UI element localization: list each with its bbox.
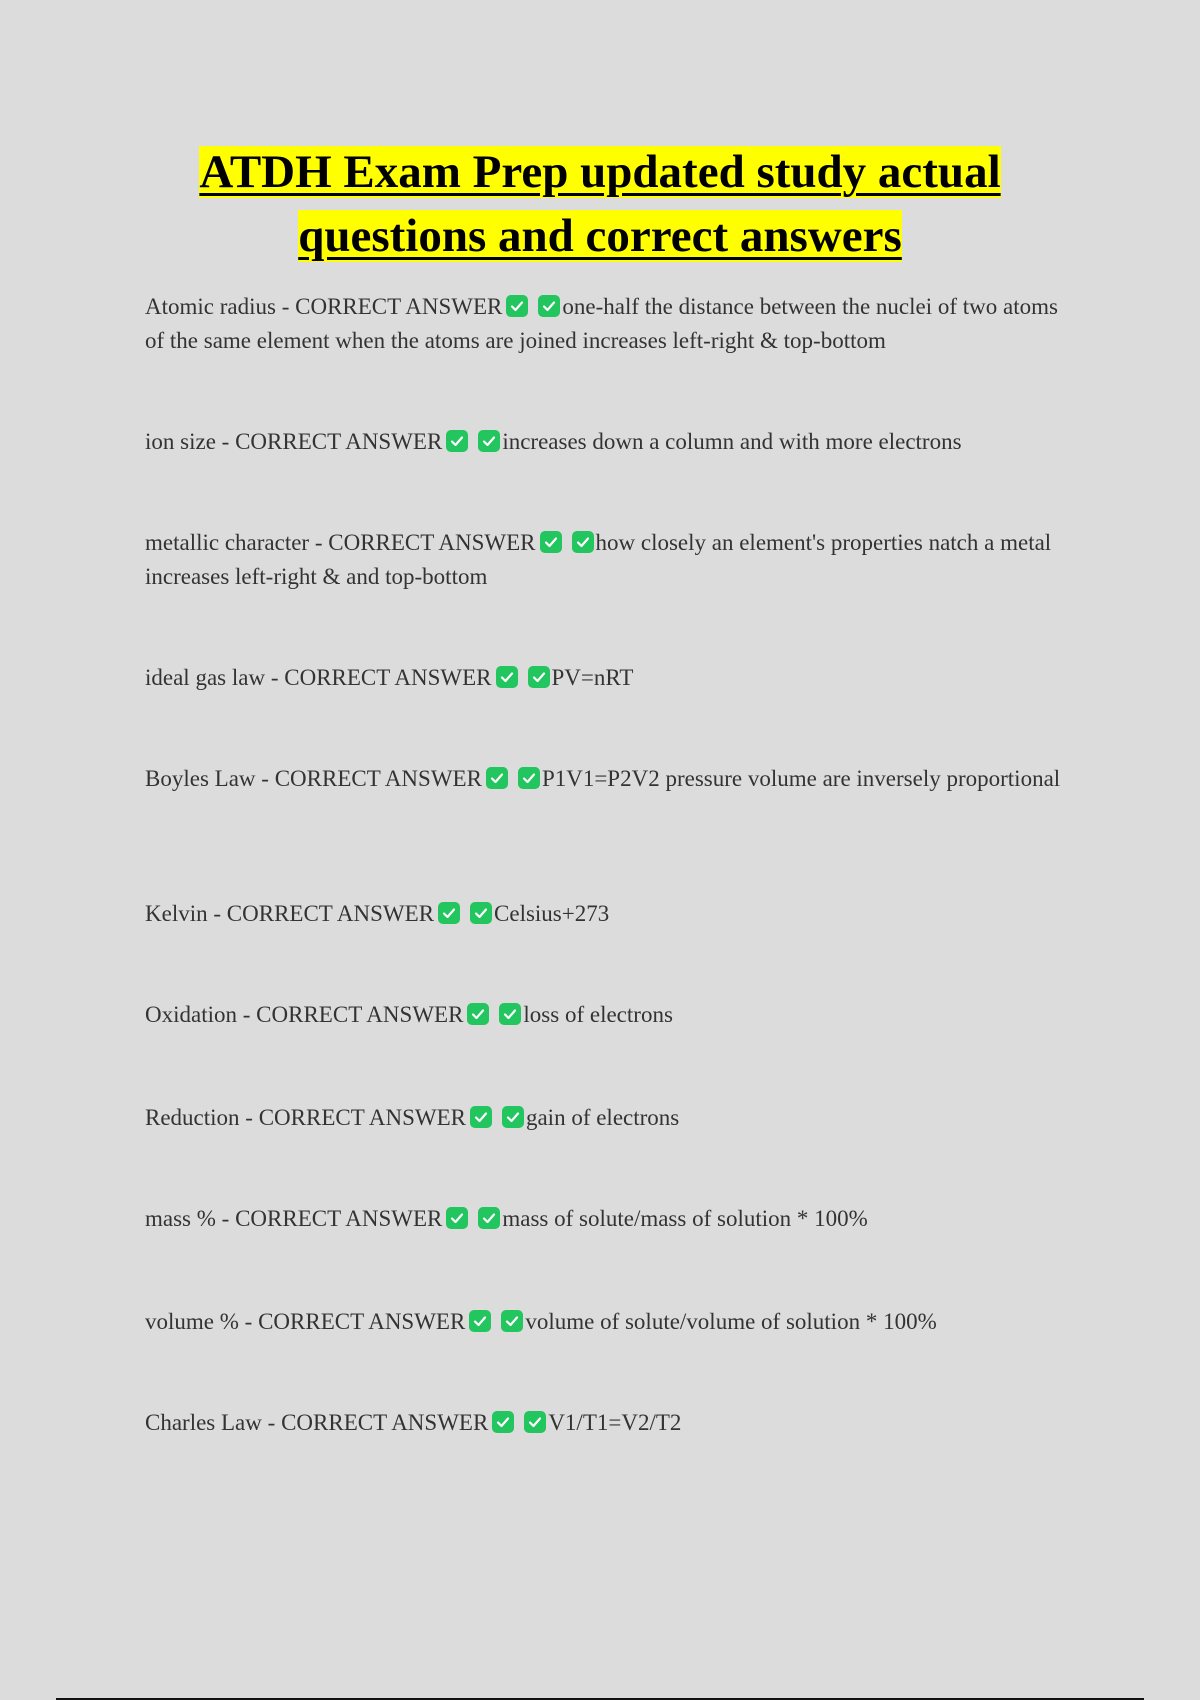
correct-answer-label: CORRECT ANSWER xyxy=(284,665,492,690)
qa-term: ideal gas law xyxy=(145,665,266,690)
check-icon xyxy=(470,1106,492,1128)
qa-term: Atomic radius xyxy=(145,294,276,319)
correct-answer-label: CORRECT ANSWER xyxy=(235,429,443,454)
check-icon xyxy=(518,767,540,789)
check-icon xyxy=(446,430,468,452)
check-icon xyxy=(499,1003,521,1025)
qa-answer: how closely an element's properties natch a metal increases left-right & and top-bottom xyxy=(145,530,1052,589)
qa-term: Kelvin xyxy=(145,901,208,926)
qa-term: mass % xyxy=(145,1206,216,1231)
title-line-1: ATDH Exam Prep updated study actual xyxy=(199,146,1001,198)
qa-separator: - xyxy=(275,294,296,319)
check-icon xyxy=(538,295,560,317)
qa-item xyxy=(145,661,1075,695)
qa-answer: V1/T1=V2/T2 xyxy=(548,1410,682,1435)
qa-term: Reduction xyxy=(145,1105,240,1130)
check-icon xyxy=(486,767,508,789)
qa-answer: volume of solute/volume of solution * 100% xyxy=(525,1309,937,1334)
check-icon xyxy=(478,1207,500,1229)
check-icon xyxy=(501,1310,523,1332)
qa-separator: - xyxy=(215,1206,236,1231)
qa-item xyxy=(145,897,1075,931)
qa-item xyxy=(145,1101,1075,1135)
check-icon xyxy=(438,902,460,924)
qa-term: metallic character xyxy=(145,530,310,555)
check-icon xyxy=(528,666,550,688)
qa-separator: - xyxy=(238,1309,259,1334)
qa-item xyxy=(145,526,1075,594)
qa-answer: Celsius+273 xyxy=(494,901,610,926)
qa-item xyxy=(145,998,1075,1032)
qa-item xyxy=(145,1406,1075,1440)
correct-answer-label: CORRECT ANSWER xyxy=(226,901,435,926)
qa-answer: P1V1=P2V2 pressure volume are inversely proportional xyxy=(541,766,1061,791)
qa-separator: - xyxy=(207,901,227,926)
check-icon xyxy=(540,531,562,553)
correct-answer-label: CORRECT ANSWER xyxy=(235,1206,443,1231)
qa-separator: - xyxy=(265,665,285,690)
qa-term: Boyles Law xyxy=(145,766,256,791)
correct-answer-label: CORRECT ANSWER xyxy=(328,530,536,555)
qa-answer: one-half the distance between the nuclei of two atoms of the same element when the atoms are joined increases left-right & top-bottom xyxy=(145,294,1058,353)
title-line-2: questions and correct answers xyxy=(298,210,902,262)
qa-term: Oxidation xyxy=(145,1002,237,1027)
check-icon xyxy=(492,1411,514,1433)
check-icon xyxy=(469,1310,491,1332)
qa-answer: increases down a column and with more electrons xyxy=(502,429,962,454)
correct-answer-label: CORRECT ANSWER xyxy=(258,1309,466,1334)
check-icon xyxy=(470,902,492,924)
qa-item xyxy=(145,1202,1075,1236)
qa-separator: - xyxy=(261,1410,282,1435)
qa-separator: - xyxy=(237,1002,257,1027)
qa-separator: - xyxy=(215,429,236,454)
document-title xyxy=(0,140,1200,268)
check-icon xyxy=(496,666,518,688)
qa-answer: loss of electrons xyxy=(523,1002,673,1027)
check-icon xyxy=(572,531,594,553)
check-icon xyxy=(506,295,528,317)
correct-answer-label: CORRECT ANSWER xyxy=(281,1410,489,1435)
qa-term: volume % xyxy=(145,1309,239,1334)
correct-answer-label: CORRECT ANSWER xyxy=(256,1002,464,1027)
qa-answer: gain of electrons xyxy=(525,1105,680,1130)
qa-item xyxy=(145,425,1075,459)
check-icon xyxy=(446,1207,468,1229)
qa-separator: - xyxy=(255,766,275,791)
qa-term: ion size xyxy=(145,429,216,454)
check-icon xyxy=(467,1003,489,1025)
check-icon xyxy=(502,1106,524,1128)
correct-answer-label: CORRECT ANSWER xyxy=(274,766,482,791)
qa-separator: - xyxy=(239,1105,259,1130)
qa-item xyxy=(145,290,1075,358)
correct-answer-label: CORRECT ANSWER xyxy=(258,1105,466,1130)
qa-answer: PV=nRT xyxy=(551,665,634,690)
qa-item xyxy=(145,762,1075,796)
qa-term: Charles Law xyxy=(145,1410,262,1435)
qa-separator: - xyxy=(309,530,329,555)
check-icon xyxy=(524,1411,546,1433)
check-icon xyxy=(478,430,500,452)
qa-item xyxy=(145,1305,1075,1339)
qa-answer: mass of solute/mass of solution * 100% xyxy=(502,1206,868,1231)
correct-answer-label: CORRECT ANSWER xyxy=(295,294,503,319)
